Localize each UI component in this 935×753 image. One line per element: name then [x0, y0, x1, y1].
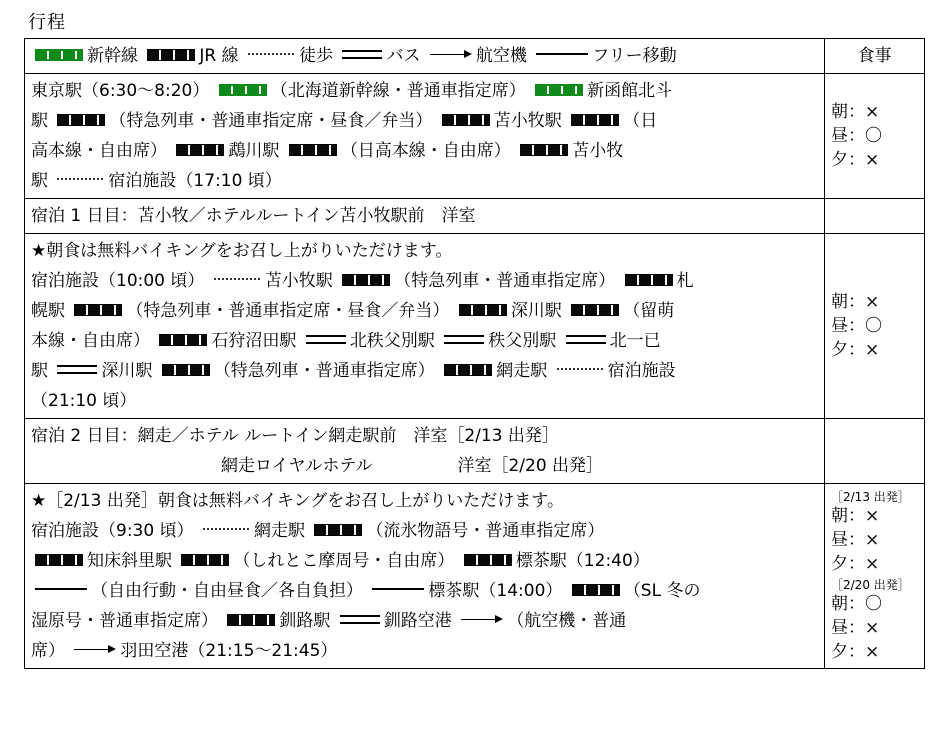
- meal-lunch: 昼：×: [831, 530, 880, 550]
- route-text: （特急列車・普通車指定席）: [213, 361, 435, 381]
- walk-dotted-line-icon: [214, 278, 260, 280]
- route-text: （特急列車・普通車指定席）: [394, 271, 616, 291]
- legend-shinkansen: 新幹線: [87, 46, 138, 66]
- route-text: 羽田空港（21:15〜21:45）: [120, 641, 338, 661]
- bus-double-line-icon: [566, 335, 606, 344]
- stay1-row: [25, 199, 925, 234]
- route-text: 石狩沼田駅: [211, 331, 297, 351]
- day3-row: [25, 484, 925, 669]
- jr-line-icon: [176, 144, 224, 156]
- free-move-line-icon: [372, 588, 424, 590]
- route-text: 宿泊施設（9:30 頃）: [31, 521, 194, 541]
- route-text: 深川駅: [101, 361, 153, 381]
- meal-breakfast: 朝：×: [831, 292, 880, 312]
- route-text: （日高本線・自由席）: [340, 141, 511, 161]
- route-text: （北海道新幹線・普通車指定席）: [270, 81, 526, 101]
- jr-line-icon: [625, 274, 673, 286]
- bus-double-line-icon: [57, 365, 97, 374]
- free-move-line-icon: [35, 588, 87, 590]
- route-text: 本線・自由席）: [31, 331, 150, 351]
- route-text: 深川駅: [510, 301, 562, 321]
- route-text: 北秩父別駅: [349, 331, 435, 351]
- route-text: （特急列車・普通車指定席・昼食／弁当）: [126, 301, 450, 321]
- walk-dotted-line-icon: [248, 53, 294, 55]
- route-text: 網走駅: [254, 521, 305, 541]
- route-text: 駅: [31, 361, 48, 381]
- bus-double-line-icon: [340, 615, 380, 624]
- meal-header: 食事: [825, 39, 925, 74]
- meal-lunch: 昼：〇: [831, 316, 882, 336]
- jr-line-icon: [444, 364, 492, 376]
- meal-breakfast: 朝：×: [831, 102, 880, 122]
- shinkansen-line-icon: [219, 84, 267, 96]
- route-text: 苫小牧駅: [264, 271, 333, 291]
- shinkansen-line-icon: [35, 49, 83, 61]
- route-text: （航空機・普通: [507, 611, 627, 631]
- jr-line-icon: [314, 524, 362, 536]
- route-text: （流氷物語号・普通車指定席）: [366, 521, 605, 541]
- legend-row: [25, 39, 925, 74]
- legend-jr: JR 線: [199, 46, 239, 66]
- jr-line-icon: [181, 554, 229, 566]
- meal-dinner: 夕：×: [831, 554, 880, 574]
- route-text: 駅: [31, 171, 48, 191]
- meal-lunch: 昼：〇: [831, 126, 882, 146]
- route-text: 知床斜里駅: [87, 551, 172, 571]
- jr-line-icon: [459, 304, 507, 316]
- airplane-arrow-icon: [430, 54, 468, 55]
- route-text: 標茶駅（14:00）: [428, 581, 563, 601]
- walk-dotted-line-icon: [557, 368, 603, 370]
- route-text: 幌駅: [31, 301, 65, 321]
- route-text: 釧路駅: [279, 611, 331, 631]
- day2-row: [25, 234, 925, 419]
- jr-line-icon: [571, 304, 619, 316]
- itinerary-table: [24, 38, 925, 669]
- jr-line-icon: [464, 554, 512, 566]
- page-title: 行程: [28, 12, 66, 33]
- jr-line-icon: [57, 114, 105, 126]
- jr-line-icon: [74, 304, 122, 316]
- day2-meals: [825, 234, 925, 419]
- departure-tag-0220: ［2/20 出発］: [831, 578, 910, 592]
- route-text: 札: [676, 271, 694, 291]
- meal-breakfast: 朝：×: [831, 506, 880, 526]
- route-text: （SL 冬の: [623, 581, 701, 601]
- stay2-line1: 宿泊 2 日目：網走／ホテル ルートイン網走駅前 洋室［2/13 出発］: [31, 426, 559, 446]
- route-text: 東京駅（6:30〜8:20）: [31, 81, 210, 101]
- jr-line-icon: [572, 584, 620, 596]
- stay1-meals-empty: [825, 199, 925, 234]
- stay2-meals-empty: [825, 419, 925, 484]
- day3-route: [25, 484, 825, 669]
- airplane-arrow-icon: [461, 619, 499, 620]
- route-text: 宿泊施設（10:00 頃）: [31, 271, 205, 291]
- legend-air: 航空機: [475, 46, 527, 66]
- day1-row: [25, 74, 925, 199]
- route-text: （しれとこ摩周号・自由席）: [233, 551, 455, 571]
- jr-line-icon: [571, 114, 619, 126]
- jr-line-icon: [35, 554, 83, 566]
- route-text: （自由行動・自由昼食／各自負担）: [91, 581, 363, 601]
- day1-meals: [825, 74, 925, 199]
- airplane-arrow-icon: [74, 649, 112, 650]
- breakfast-note: ★朝食は無料バイキングをお召し上がりいただけます。: [31, 241, 453, 261]
- bus-double-line-icon: [306, 335, 346, 344]
- stay1-text: 宿泊 1 日目：苫小牧／ホテルルートイン苫小牧駅前 洋室: [25, 199, 825, 234]
- day1-route: [25, 74, 825, 199]
- stay2-text: [25, 419, 825, 484]
- meal-dinner: 夕：×: [831, 150, 880, 170]
- stay2-row: [25, 419, 925, 484]
- route-text: 苫小牧駅: [493, 111, 562, 131]
- day2-route: [25, 234, 825, 419]
- meal-breakfast: 朝：〇: [831, 594, 882, 614]
- route-text: （留萌: [623, 301, 675, 321]
- departure-tag-0213: ［2/13 出発］: [831, 490, 910, 504]
- jr-line-icon: [147, 49, 195, 61]
- route-text: 駅: [31, 111, 48, 131]
- route-text: 北一已: [609, 331, 661, 351]
- route-text: 席）: [31, 641, 65, 661]
- walk-dotted-line-icon: [57, 178, 103, 180]
- route-text: 湿原号・普通車指定席）: [31, 611, 218, 631]
- route-text: 網走駅: [496, 361, 548, 381]
- bus-double-line-icon: [342, 50, 382, 59]
- route-text: （日: [623, 111, 658, 131]
- legend-bus: バス: [386, 46, 421, 66]
- day3-meals: [825, 484, 925, 669]
- jr-line-icon: [289, 144, 337, 156]
- meal-dinner: 夕：×: [831, 340, 880, 360]
- route-text: 苫小牧: [572, 141, 624, 161]
- jr-line-icon: [342, 274, 390, 286]
- shinkansen-line-icon: [535, 84, 583, 96]
- route-text: 宿泊施設（17:10 頃）: [108, 171, 282, 191]
- jr-line-icon: [159, 334, 207, 346]
- legend-walk: 徒歩: [299, 46, 334, 66]
- meal-lunch: 昼：×: [831, 618, 880, 638]
- jr-line-icon: [162, 364, 210, 376]
- route-text: 秩父別駅: [488, 331, 557, 351]
- route-text: 標茶駅（12:40）: [515, 551, 650, 571]
- breakfast-note: ★［2/13 出発］朝食は無料バイキングをお召し上がりいただけます。: [31, 491, 564, 511]
- route-text: 釧路空港: [383, 611, 452, 631]
- route-text: 新函館北斗: [587, 81, 673, 101]
- jr-line-icon: [442, 114, 490, 126]
- free-move-line-icon: [536, 53, 588, 55]
- route-text: 鵡川駅: [228, 141, 280, 161]
- jr-line-icon: [520, 144, 568, 156]
- route-text: 高本線・自由席）: [31, 141, 167, 161]
- jr-line-icon: [227, 614, 275, 626]
- route-text: （特急列車・普通車指定席・昼食／弁当）: [109, 111, 433, 131]
- bus-double-line-icon: [444, 335, 484, 344]
- stay2-line2: 網走ロイヤルホテル 洋室［2/20 出発］: [221, 456, 604, 476]
- route-text: （21:10 頃）: [31, 391, 137, 411]
- route-text: 宿泊施設: [607, 361, 676, 381]
- meal-dinner: 夕：×: [831, 642, 880, 662]
- legend-cell: [25, 39, 825, 74]
- legend-free: フリー移動: [592, 46, 677, 66]
- walk-dotted-line-icon: [203, 528, 249, 530]
